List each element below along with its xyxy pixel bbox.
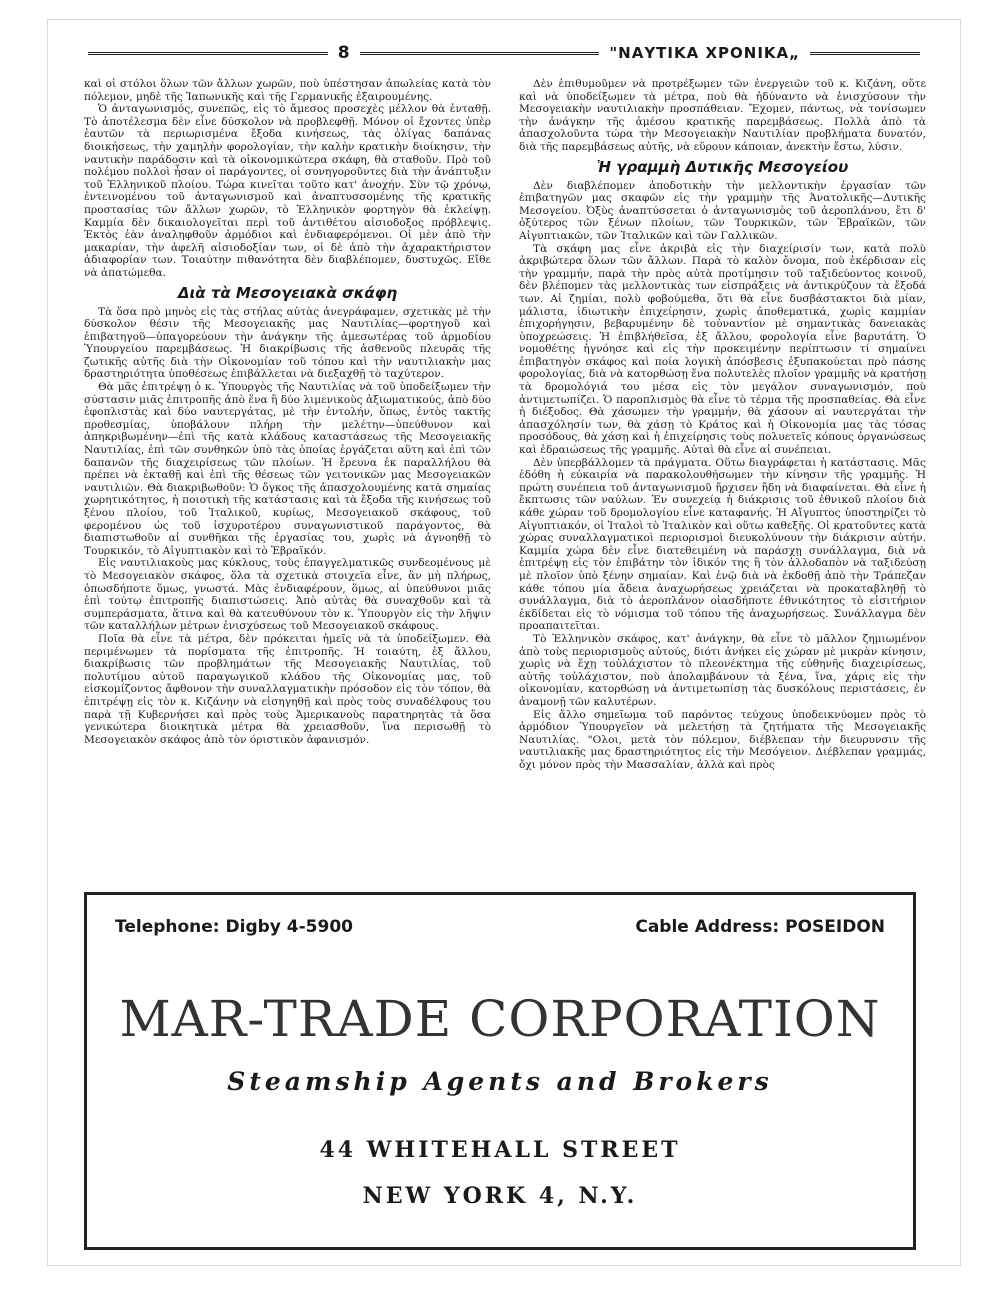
advertisement-box [84,892,916,1250]
header-rule-right [810,52,920,55]
paragraph: καὶ οἱ στόλοι ὅλων τῶν ἄλλων χωρῶν, ποὺ ὑπέστησαν ἀπωλείας κατὰ τὸν πόλεμον, μηδὲ τῆς Ἰαπωνικῆς καὶ τῆς Γερμανικῆς ἐξαιρουμένης. [84,78,491,103]
ad-telephone: Telephone: Digby 4-5900 [115,917,353,937]
right-column [519,78,926,886]
paragraph: Θὰ μᾶς ἐπιτρέψῃ ὁ κ. Ὑπουργὸς τῆς Ναυτιλίας νὰ τοῦ ὑποδείξωμεν τὴν σύστασιν μιᾶς ἐπιτροπῆς ἀπὸ ἕνα ἢ δύο λιμενικοὺς ἀξιωματικούς, ἀπὸ δύο ἐφοπλιστὰς καὶ δύο ναυτεργάτας, μὲ τὴν ἐντολήν, ὅπως, ἐντὸς τακτῆς προθεσμίας, ὑποβάλουν πλήρη τὴν μελέτην—ὑπεύθυνον καὶ ἀπηκριβωμένην—ἐπὶ τῆς κατὰ κλάδους καταστάσεως τῆς Μεσογειακῆς Ναυτιλίας, ἐπὶ τῶν συνθηκῶν ὑπὸ τὰς ὁποίας ἐργάζεται αὕτη καὶ ἐπὶ τῶν δαπανῶν τῆς διαχειρίσεως τῶν πλοίων. Ἡ ἔρευνα ἐκ παραλλήλου θὰ πρέπει νὰ ἐκταθῇ καὶ ἐπὶ τῆς θέσεως τῶν γειτονικῶν μας Μεσογειακῶν ναυτιλιῶν. Θὰ διακριβωθοῦν: Ὁ ὄγκος τῆς ἀπασχολουμένης κατὰ σημαίας χωρητικότητος, ἡ ποιοτικὴ τῆς κατάστασις καὶ τὰ ἔξοδα τῆς κινήσεως τοῦ ξένου πλοίου, τοῦ Ἰταλικοῦ, κυρίως, Μεσογειακοῦ σκάφους, τοῦ φερομένου ὡς τοῦ ἰσχυροτέρου συναγωνιστικοῦ παράγοντος, θὰ διαπιστωθοῦν αἱ συνθῆκαι τῆς ἐργασίας του, χωρὶς νὰ ἀγνοηθῇ τὸ Τουρκικόν, τὸ Αἰγυπτιακὸν καὶ τὸ Ἑβραϊκόν. [84,381,491,557]
paragraph: Δὲν διαβλέπομεν ἀποδοτικὴν τὴν μελλοντικὴν ἐργασίαν τῶν ἐπιβατηγῶν μας σκαφῶν εἰς τὴν γραμμὴν τῆς Ἀνατολικῆς—Δυτικῆς Μεσογείου. Ὀξὺς ἀναπτύσσεται ὁ ἀνταγωνισμὸς τοῦ ἀεροπλάνου, ἔτι δ' ὀξύτερος τῶν ξένων πλοίων, τῶν Τουρκικῶν, τῶν Ἑβραϊκῶν, τῶν Αἰγυπτιακῶν, τῶν Ἰταλικῶν καὶ τῶν Γαλλικῶν. [519,179,926,242]
ad-contact-row [115,917,885,937]
ad-cable-address: Cable Address: POSEIDON [635,917,885,937]
paragraph: Ποῖα θὰ εἶνε τὰ μέτρα, δὲν πρόκειται ἡμεῖς νὰ τὰ ὑποδείξωμεν. Θὰ περιμένωμεν τὰ πορίσματα τῆς ἐπιτροπῆς. Ἡ τοιαύτη, ἐξ ἄλλου, διακρίβωσις τῶν προβλημάτων τῆς Μεσογειακῆς Ναυτιλίας, τοῦ πολυτίμου αὐτοῦ παραγωγικοῦ κλάδου τῆς Οἰκονομίας μας, τοῦ εἰσκομίζοντος ἄφθονον τὴν συναλλαγματικὴν πρόσοδον εἰς τὸν τόπον, θὰ ἐπιτρέψῃ εἰς τὸν κ. Κιζάνην νὰ εἰσηγηθῇ καὶ πρὸς τοὺς συναδέλφους του παρὰ τῇ Κυβερνήσει καὶ πρὸς τοὺς Ἀμερικανοὺς παρατηρητὰς τὰ ὅσα γενικώτερα διοικητικὰ μέτρα θὰ χρειασθοῦν, ἵνα περισωθῇ τὸ Μεσογειακὸν σκάφος ἀπὸ τὸν όριστικὸν ἀφανισμόν. [84,632,491,746]
left-column [84,78,491,886]
paragraph: Τὸ Ἑλληνικὸν σκάφος, κατ' ἀνάγκην, θὰ εἶνε τὸ μᾶλλον ζημιωμένον ἀπὸ τοὺς περιορισμοὺς αὐτούς, διότι ἀνήκει εἰς χώραν μὲ μικρὰν κίνησιν, χωρὶς νὰ ἔχῃ τοὐλάχιστον τὸ πλεονέκτημα τῆς εὐθηνῆς διαχειρίσεως, αὐτῆς τοὐλάχιστον, ποὺ ἀπολαμβάνουν τὰ ξένα, ἵνα, χάρις εἰς τὴν οἰκονομίαν, κατορθώσῃ νὰ ἀντιμετωπίσῃ τὰς δυσκόλους περιστάσεις, ἐν ἀναμονῇ τῶν καλυτέρων. [519,632,926,708]
page-number: 8 [337,43,350,63]
paragraph: Δὲν ὑπερβάλλομεν τὰ πράγματα. Οὕτω διαγράφεται ἡ κατάστασις. Μᾶς ἐδόθη ἡ εὐκαιρία νὰ παρακολουθήσωμεν τὴν κίνησιν τῆς γραμμῆς. Ἡ πρώτη συνέπεια τοῦ ἀνταγωνισμοῦ ἤρχισεν ἤδη νὰ διαφαίνεται. Θὰ εἶνε ἡ ἔκπτωσις τῶν ναύλων. Ἐν συνεχείᾳ ἡ διάκρισις τοῦ ἐθνικοῦ πλοίου διὰ κάθε χώραν τοῦ δρομολογίου εἶνε καταφανής. Ἡ Αἴγυπτος ὑποστηρίζει τὸ Αἰγυπτιακόν, οἱ Ἰταλοὶ τὸ Ἰταλικὸν καὶ οὕτω καθεξῆς. Οἱ κρατοῦντες κατὰ χώρας συναλλαγματικοὶ περιορισμοὶ διευκολύνουν τὴν διάκρισιν αὐτήν. Καμμία χώρα δὲν εἶνε διατεθειμένη νὰ παράσχῃ συνάλλαγμα, διὰ νὰ ἐπιτρέψῃ εἰς τὸν ἐπιβάτην τὸν ἰδικόν της ἢ τὸν ἀλλοδαπὸν νὰ ταξιδεύσῃ μὲ πλοῖον ὑπὸ ξένην σημαίαν. Καὶ ἐνῷ διὰ νὰ ἐκδοθῇ ἀπὸ τὴν Τράπεζαν κάθε τόπου μία ἄδεια ἀναχωρήσεως χρειάζεται νὰ προκαταβληθῇ τὸ συνάλλαγμα, διὰ τὸ ἀεροπλάνον οἱασδήποτε ἐθνικότητος τὸ εἰσιτήριον ἐκδίδεται εἰς τὸ νόμισμα τοῦ τόπου τῆς ἀναχωρήσεως. Συνάλλαγμα δὲν προαπαιτεῖται. [519,456,926,633]
ad-street-address: 44 WHITEHALL STREET [319,1137,681,1163]
header-rule-left [88,52,328,55]
article-columns [84,78,926,886]
ad-company-name: MAR-TRADE CORPORATION [119,990,881,1048]
paragraph: Τὰ ὅσα πρὸ μηνὸς εἰς τὰς στήλας αὐτὰς ἀνεγράφαμεν, σχετικὰς μὲ τὴν δύσκολον θέσιν τῆς Μεσογειακῆς μας Ναυτιλίας—φορτηγοῦ καὶ ἐπιβατηγοῦ—ὑπαγορεύουν τὴν ἀνάγκην τῆς ἀμεσωτέρας τοῦ ἁρμοδίου Ὑπουργείου παρεμβάσεως. Ἡ διακρίβωσις τῆς ἀσθενοῦς πλευρᾶς τῆς ζωτικῆς αὐτῆς διὰ τὴν Οἰκονομίαν τοῦ τόπου καὶ τὴν ναυτιλιακὴν μας δραστηριότητα ὑποθέσεως ἐπιβάλλεται νὰ διεξαχθῇ τὸ ταχύτερον. [84,305,491,381]
ad-tagline: Steamship Agents and Brokers [227,1067,773,1096]
magazine-title: "ΝΑΥΤΙΚΑ ΧΡΟΝΙΚΑ„ [609,44,800,62]
header-rule-middle [360,52,600,55]
section-heading: Διὰ τὰ Μεσογειακὰ σκάφη [177,283,398,302]
section-heading: Ἡ γραμμὴ Δυτικῆς Μεσογείου [596,157,849,176]
ad-city: NEW YORK 4, N.Y. [362,1183,638,1209]
paragraph: Ὁ ἀνταγωνισμός, συνεπῶς, εἰς τὸ ἄμεσος προσεχὲς μέλλον θὰ ἐνταθῇ. Τὸ ἀποτέλεσμα δὲν εἶνε δύσκολον νὰ προβλεφθῇ. Μόνον οἱ ἔχοντες ὑπὲρ ἑαυτῶν τὰ περιωρισμένα ἔξοδα κινήσεως, τὰς ὀλίγας δαπάνας διοικήσεως, τὴν χαμηλὴν φορολογίαν, τὴν καλὴν κρατικὴν διοίκησιν, τὴν ναυτικὴν παράδοσιν καὶ τὰ οἰκονομικώτερα σκάφη, θὰ σταθοῦν. Πρὸ τοῦ πολέμου πολλοὶ ἦσαν οἱ παράγοντες, οἱ συνηγοροῦντες διὰ τὴν ἀνάπτυξιν τοῦ Ἑλληνικοῦ πλοίου. Τώρα κινεῖται τοῦτο κατ' ἀνοχήν. Σὺν τῷ χρόνῳ, ἐντεινομένου τοῦ ἀνταγωνισμοῦ καὶ ἀναπτυσσομένης τῆς κρατικῆς προστασίας τῶν ἄλλων χωρῶν, τὸ Ἑλληνικὸν φορτηγὸν θὰ ἐκλείψῃ. Καμμία δὲν δικαιολογεῖται περὶ τοῦ ἀντιθέτου αἰσιοδοξος πρόβλεψις. Ἐκτὸς ἐὰν ἀναληφθοῦν ἁρμόδιοι καὶ ἐνδιαφερόμενοι. Οἱ μὲν ἀπὸ τὴν μακαρίαν, τὴν ἀφελῆ αἰσιοδοξίαν των, οἱ δὲ ἀπὸ τὴν ἀχαρακτήριστον ἀδιαφορίαν των. Τοιαύτην πιθανότητα δὲν διαβλέπομεν, δυστυχῶς. Εἴθε νὰ ἀπατώμεθα. [84,103,491,279]
page-header [88,42,920,64]
paragraph: Εἰς ἄλλο σημεῖωμα τοῦ παρόντος τεύχους ὑποδεικνύομεν πρὸς τὸ ἁρμόδιον Ὑπουργεῖον νὰ μελετήσῃ τὰ ζητήματα τῆς Μεσογειακῆς Ναυτιλίας. "Ολοι, μετὰ τὸν πόλεμον, διέβλεπαν τὴν διευρυνσιν τῆς ναυτιλιακῆς μας δραστηριότητος εἰς τὴν Μεσόγειον. Διέβλεπαν γραμμάς, ὄχι μόνον πρὸς τὴν Μασσαλίαν, ἀλλὰ καὶ πρὸς [519,708,926,771]
magazine-page [48,20,960,1265]
paragraph: Δὲν ἐπιθυμοῦμεν νὰ προτρέξωμεν τῶν ἐνεργειῶν τοῦ κ. Κιζάνη, οὔτε καὶ νὰ ὑποδείξωμεν τὰ μέτρα, ποὺ θὰ ἠδύναντο νὰ ἐνισχύσουν τὴν Μεσογειακὴν ναυτιλιακὴν προσπάθειαν. Ἔχομεν, πάντως, νὰ τονίσωμεν τὴν ἀνάγκην τῆς ἀμέσου κρατικῆς παρεμβάσεως. Πολλὰ ἀπὸ τὰ ἀπασχολοῦντα τώρα τὴν Μεσογειακὴν Ναυτιλίαν προβλήματα δυνατόν, διὰ τῆς παρεμβάσεως αὐτῆς, νὰ εὕρουν κάποιαν, ἀνεκτὴν ἔστω, λύσιν. [519,78,926,153]
paragraph: Τὰ σκάφη μας εἶνε ἀκριβὰ εἰς τὴν διαχείρισίν των, κατὰ πολὺ ἀκριβώτερα ὅλων τῶν ἄλλων. Παρὰ τὸ καλὸν ὄνομα, ποὺ ἐκέρδισαν εἰς τὴν γραμμήν, παρὰ τὴν πρὸς αὐτὰ προτίμησιν τοῦ ταξιδεύοντος κοινοῦ, δὲν βλέπομεν τὰς μελλοντικὰς των εἰσπράξεις νὰ ἀντικρύζουν τὰ ἔξοδά των. Αἱ ζημίαι, πολὺ φοβούμεθα, ὅτι θὰ εἶνε δυσβάστακτοι διὰ μίαν, μάλιστα, ἰδιωτικὴν ἐπιχείρησιν, χωρὶς ἀποθεματικά, χωρὶς καμμίαν ἐπιχορήγησιν, βεβαρυμένην δὲ τοὐναντίον μὲ σημαντικὰς δανειακὰς ὑποχρεώσεις. Ἡ ἐπιβλήθεῖσα, ἐξ ἄλλου, φορολογία εἶνε βαρυτάτη. Ὁ νομοθέτης ἠγνόησε καὶ εἰς τὴν προκειμένην περίπτωσιν τί σημαίνει ἐπιβατηγὸν σκάφος καὶ ποία λογικὴ ἀπόσβεσις ἐξυπακούεται πρὸ πάσης φορολογίας, διὰ νὰ κατορθώσῃ ἕνα πολυτελὲς πλοῖον γραμμῆς νὰ κρατήσῃ τὰ δρομολόγιά του μέσα εἰς τὸν μεγάλον συναγωνισμόν, ποὺ ἀντιμετωπίζει. Ὁ παροπλισμὸς θὰ εἶνε τὸ τέρμα τῆς προσπαθείας. Θὰ εἶνε ἡ διέξοδος. Θὰ χάσωμεν τὴν γραμμήν, θὰ χάσουν αἱ ναυτεργάται τὴν ἀπασχόλησίν των, θὰ χάσῃ τὸ Κράτος καὶ ἡ Οἰκονομία μας τὰς τόσας προσόδους, θὰ χάσῃ καὶ ἡ ἐπιχείρησις τοὺς πολυετεῖς κόπους ὀργανώσεως καὶ ἑδραιώσεως τῆς γραμμῆς. Αὐταὶ θὰ εἶνε αἱ συνέπειαι. [519,242,926,457]
paragraph: Εἰς ναυτιλιακοὺς μας κύκλους, τοὺς ἐπαγγελματικῶς συνδεομένους μὲ τὸ Μεσογειακὸν σκάφος, ὅλα τὰ σχετικὰ στοιχεῖα εἶνε, ἂν μὴ πλήρως, ὁπωσδήποτε ὅμως, γνωστά. Μὰς ἐνδιαφέρουν, ὅμως, αἱ ὑπεύθυνοι μιᾶς ἐπὶ τούτῳ ἐπιτροπῆς διαπιστώσεις. Ἀπὸ αὐτὰς θὰ συναχθοῦν καὶ τὰ συμπεράσματα, ἅτινα καὶ θὰ κατευθύνουν τὸν κ. Ὑπουργὸν εἰς τὴν λῆψιν τῶν καταλλήλων μέτρων ἐνισχύσεως τοῦ Μεσογειακοῦ σκάφους. [84,557,491,633]
